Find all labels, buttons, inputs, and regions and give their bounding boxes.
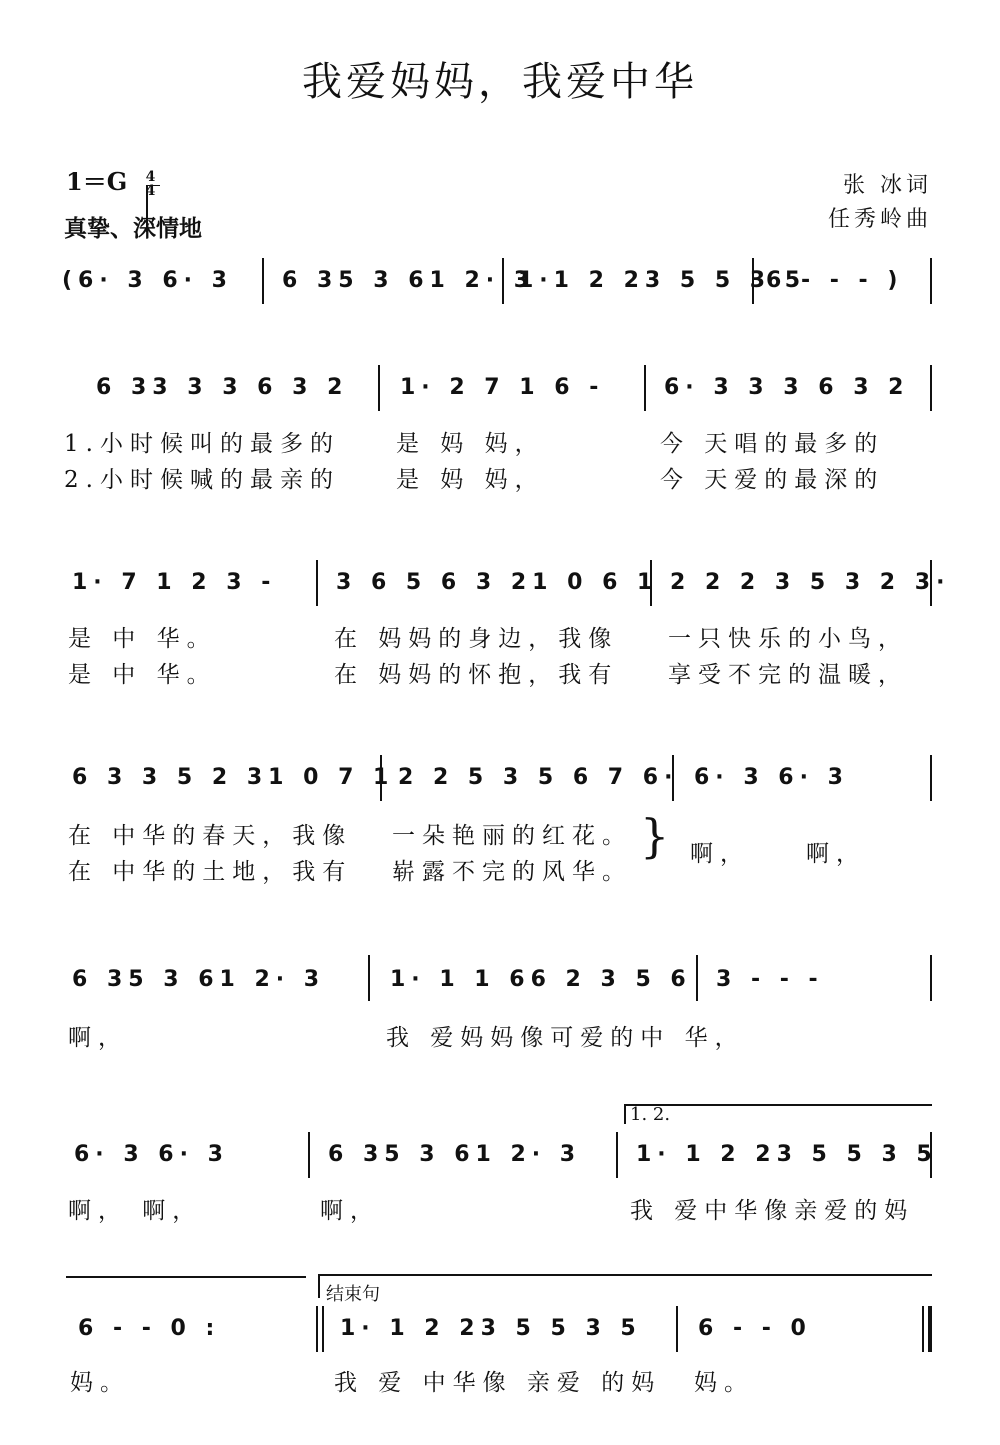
measure-notes: 6· 3 6· 3 [694, 765, 849, 790]
lyric-line: 啊， [68, 1025, 128, 1051]
measure-notes: 1·1 2 23 5 5 3 5 [518, 268, 807, 293]
barline [930, 955, 932, 1001]
lyric-line: 啊， [320, 1198, 380, 1224]
ending-label: 结束句 [326, 1284, 380, 1305]
measure-notes: 6 - - 0 [698, 1316, 812, 1341]
measure-notes: 6· 3 3 3 6 3 2 [664, 375, 910, 400]
lyric-verse2: 2.小时候喊的最亲的 [64, 467, 340, 493]
volta-label: 1. 2. [630, 1104, 671, 1125]
measure-notes: 3 - - - [716, 967, 824, 992]
barline [262, 258, 264, 304]
lyric-verse2: 在 妈妈的怀抱，我有 [334, 662, 619, 688]
measure-notes: 6 - - - ) [766, 268, 904, 293]
barline [930, 755, 932, 801]
lyric-verse1: 一只快乐的小鸟， [668, 626, 908, 652]
final-barline [922, 1306, 924, 1352]
lyric-line: 我 爱妈妈像可爱的中 华， [386, 1025, 745, 1051]
barline [316, 560, 318, 606]
barline [308, 1132, 310, 1178]
lyric-verse2: 今 天爱的最深的 [660, 467, 885, 493]
measure-notes: (6· 3 6· 3 [62, 268, 233, 293]
barline [650, 560, 652, 606]
barline [672, 755, 674, 801]
lyric-verse2: 崭露不完的风华。 [392, 859, 632, 885]
measure-notes: 1· 1 2 23 5 5 3 5 [340, 1316, 642, 1341]
barline [930, 365, 932, 411]
lyric-verse1: 是 妈 妈， [396, 431, 545, 457]
measure-notes: 6· 3 6· 3 [74, 1142, 229, 1167]
lyric-line: 我 爱 中华像 亲爱 的妈 [334, 1370, 662, 1396]
measure-notes: 6 33 3 3 6 3 2 [96, 375, 349, 400]
final-barline [928, 1306, 932, 1352]
measure-notes: 6 - - 0 : [78, 1316, 221, 1341]
lyric-verse2: 是 中 华。 [68, 662, 217, 688]
lyric-line: 妈。 [70, 1370, 130, 1396]
barline [696, 955, 698, 1001]
measure-notes: 6 3 3 5 2 31 0 7 1 [72, 765, 395, 790]
measure-notes: 1· 1 1 66 2 3 5 6 [390, 967, 692, 992]
volta-bracket [624, 1104, 932, 1124]
measure-notes: 1· 7 1 2 3 - [72, 570, 277, 595]
measure-notes: 6 35 3 61 2· 3 [282, 268, 536, 293]
lyric-line: 我 爱中华像亲爱的妈 [630, 1198, 915, 1224]
verse-brace: } [640, 809, 670, 863]
lyric-verse2: 是 妈 妈， [396, 467, 545, 493]
barline [644, 365, 646, 411]
lyric-verse1: 在 中华的春天，我像 [68, 823, 353, 849]
key-signature [66, 162, 155, 198]
lyric-verse2: 在 中华的土地，我有 [68, 859, 353, 885]
lyric-verse1: 在 妈妈的身边，我像 [334, 626, 619, 652]
time-signature [146, 170, 156, 198]
lyric-verse1: 是 中 华。 [68, 626, 217, 652]
meter-bottom: 4 [145, 182, 156, 199]
barline [378, 365, 380, 411]
measure-notes: 1· 2 7 1 6 - [400, 375, 605, 400]
barline [676, 1306, 678, 1352]
repeat-barline [322, 1306, 324, 1352]
measure-notes: 2 2 2 3 5 3 2 3· [670, 570, 951, 595]
barline [502, 258, 504, 304]
lyric-line: 妈。 [694, 1370, 754, 1396]
barline [368, 955, 370, 1001]
barline [930, 1132, 932, 1178]
lyricist-credit: 张 冰词 [843, 173, 932, 198]
barline [380, 755, 382, 801]
lyric-verse1: 今 天唱的最多的 [660, 431, 885, 457]
song-title: 我爱妈妈，我爱中华 [302, 59, 698, 105]
volta-line [66, 1276, 306, 1278]
lyric-line: 啊， 啊， [68, 1198, 203, 1224]
measure-notes: 6 35 3 61 2· 3 [72, 967, 326, 992]
barline [930, 258, 932, 304]
measure-notes: 2 2 5 3 5 6 7 6· [398, 765, 679, 790]
measure-notes: 3 6 5 6 3 21 0 6 1 [336, 570, 659, 595]
composer-credit: 任秀岭曲 [827, 207, 932, 232]
barline [930, 560, 932, 606]
barline [616, 1132, 618, 1178]
lyric-verse2: 享受不完的温暖， [668, 662, 908, 688]
meter-top: 4 [145, 168, 156, 185]
barline [752, 258, 754, 304]
refrain-lyric: 啊， [690, 841, 750, 867]
measure-notes: 1· 1 2 23 5 5 3 5 [636, 1142, 938, 1167]
repeat-barline [316, 1306, 318, 1352]
ending-bracket [318, 1274, 932, 1298]
key-label: 1＝G [66, 167, 128, 196]
measure-notes: 6 35 3 61 2· 3 [328, 1142, 582, 1167]
lyric-verse1: 1.小时候叫的最多的 [64, 431, 340, 457]
lyric-verse1: 一朵艳丽的红花。 [392, 823, 632, 849]
expression-marking: 真挚、深情地 [64, 215, 202, 242]
refrain-lyric: 啊， [806, 841, 866, 867]
